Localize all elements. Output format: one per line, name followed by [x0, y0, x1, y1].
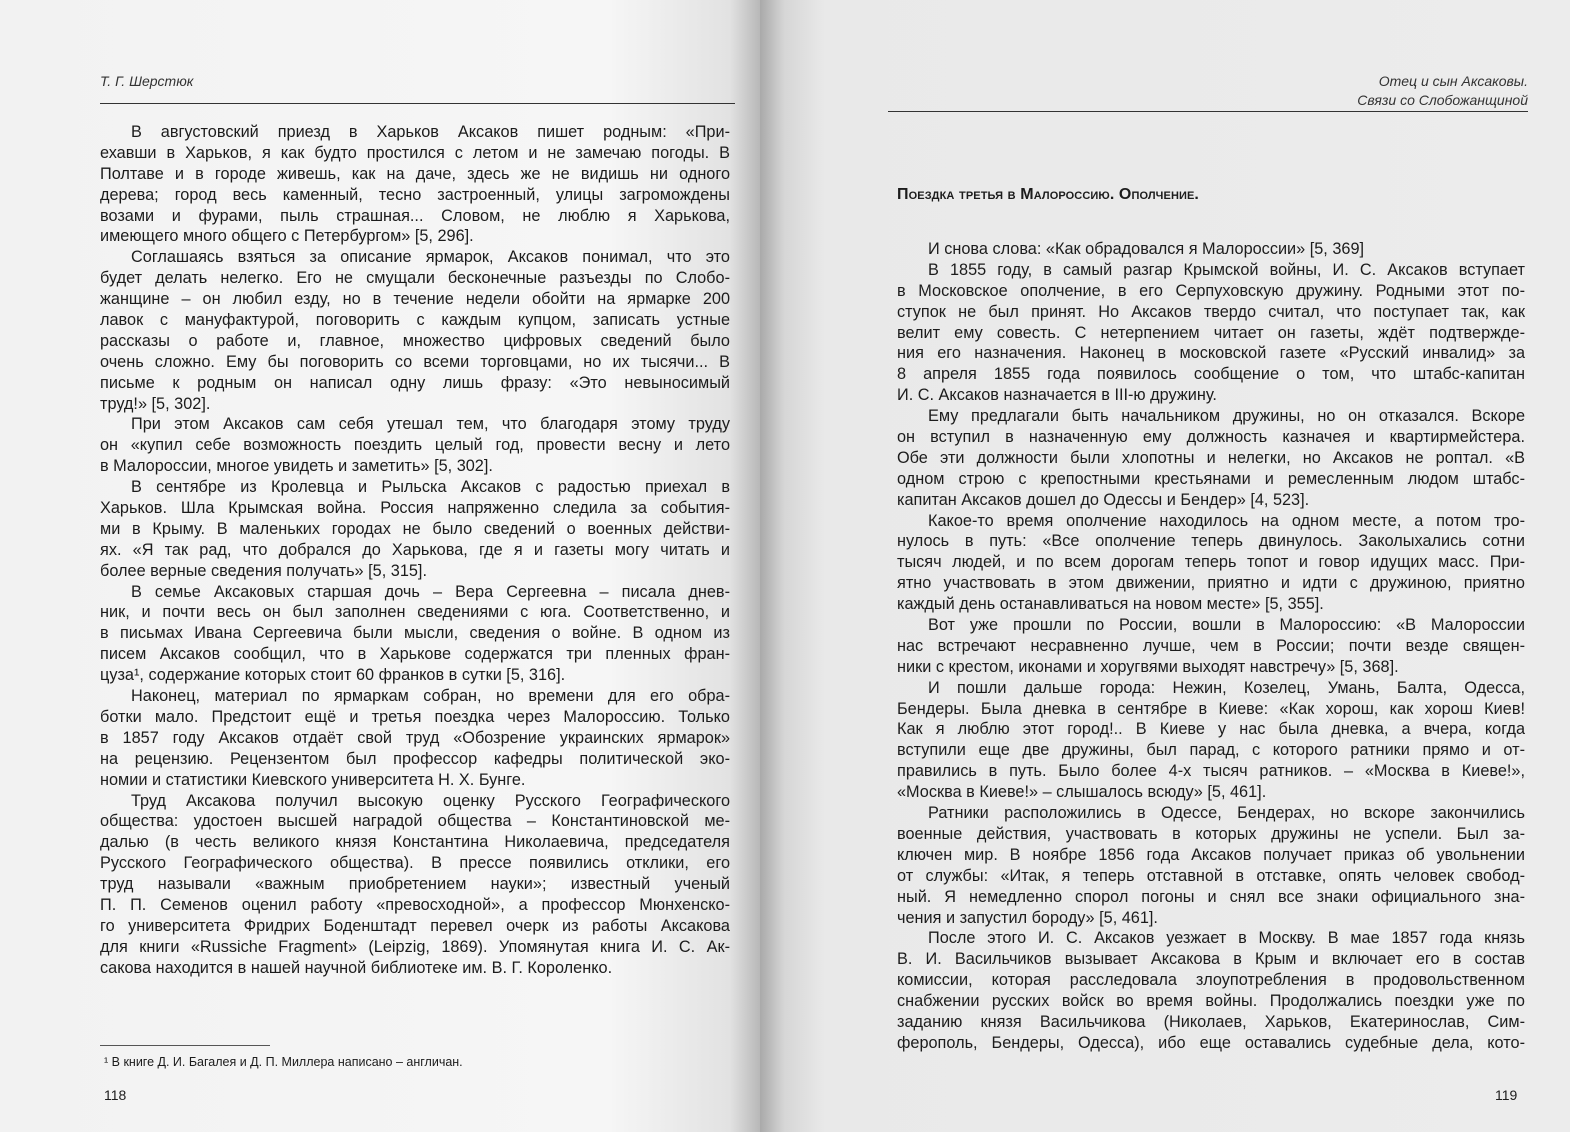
paragraph	[897, 239, 1525, 260]
paragraph	[897, 406, 1525, 510]
paragraph	[100, 791, 730, 979]
text-line: нулось в путь: «Все ополчение теперь двинулось. Заколыхались сотни	[897, 532, 1525, 551]
paragraph	[100, 247, 730, 414]
text-line: снабжении русских войск во время войны. Продолжались поездки уже по	[897, 992, 1525, 1011]
text-line: ключен мир. В ноябре 1856 года Аксаков получает приказ об увольнении	[897, 845, 1525, 864]
paragraph	[897, 678, 1525, 803]
paragraph	[897, 511, 1525, 615]
text-line: го университета Фридрих Боденштадт перевел очерк из работы Аксакова	[100, 916, 730, 935]
text-line: имеющего много общего с Петербургом» [5, 296].	[100, 227, 474, 246]
text-line: Бендеры. Была дневка в сентябре в Киеве: «Как хорош, как хорош Киев!	[897, 699, 1525, 718]
text-line: будет делать нелегко. Его не смущали бесконечные разъезды по Слобо-	[100, 269, 730, 288]
footnote-rule	[100, 1045, 270, 1046]
paragraph	[100, 122, 730, 247]
text-line: каждый день останавливаться на новом месте» [5, 355].	[897, 595, 1324, 614]
text-line: И снова слова: «Как обрадовался я Малороссии» [5, 369]	[928, 240, 1365, 258]
text-line: вступили еще две дружины, был парад, с которого ратники прямо и от-	[897, 741, 1525, 760]
text-line: нас встречают несравненно лучше, чем в России; почти везде священ-	[897, 636, 1525, 655]
text-line: П. П. Семенов оценил работу «превосходной», а профессор Мюнхенско-	[100, 895, 730, 914]
text-line: он «купил себе возможность поездить целый год, провести весну и лето	[100, 436, 730, 455]
section-heading: Поездка третья в Малороссию. Ополчение.	[897, 186, 1199, 203]
page-number: 118	[104, 1087, 127, 1103]
text-line: в письмах Ивана Сергеевича были мысли, сведения о войне. В одном из	[100, 624, 730, 643]
text-line: В сентябре из Кролевца и Рыльска Аксаков с радостью приехал в	[131, 478, 730, 497]
paragraph	[897, 615, 1525, 678]
text-line: ный. Я немедленно спорол погоны и снял все знаки официального зна-	[897, 887, 1525, 906]
text-line: в 1857 году Аксаков отдаёт свой труд «Обозрение украинских ярмарок»	[100, 728, 730, 747]
running-head-line-2: Связи со Слобожанщиной	[1357, 92, 1528, 108]
text-line: капитан Аксаков дошел до Одессы и Бендер» [4, 523].	[897, 490, 1310, 509]
text-line: Наконец, материал по ярмаркам собран, но времени для его обра-	[131, 687, 730, 706]
text-line: После этого И. С. Аксаков уезжает в Москву. В мае 1857 года князь	[928, 929, 1525, 948]
text-line: заданию князя Васильчикова (Николаев, Харьков, Екатеринослав, Сим-	[897, 1012, 1525, 1031]
text-line: от службы: «Итак, я теперь отставной в отставке, опять человек свобод-	[897, 866, 1525, 885]
text-line: более верные сведения получать» [5, 315].	[100, 561, 427, 580]
text-line: И пошли дальше города: Нежин, Козелец, Умань, Балта, Одесса,	[928, 678, 1525, 697]
header-rule	[100, 103, 735, 104]
text-line: ния его назначения. Наконец в московской газете «Русский инвалид» за	[897, 344, 1525, 363]
text-line: правились в путь. Было более 4-х тысяч ратников. – «Москва в Киеве!»,	[897, 762, 1525, 781]
left-page	[0, 0, 760, 1132]
text-line: ники с крестом, иконами и хоругвями выходят навстречу» [5, 368].	[897, 657, 1399, 676]
text-line: При этом Аксаков сам себя утешал тем, что благодаря этому труду	[131, 415, 730, 434]
text-line: жанщине – он любил езду, но в течение недели обойти на ярмарке 200	[100, 290, 730, 309]
text-line: Русского Географического общества). В прессе появились отклики, его	[100, 854, 730, 873]
text-line: труд называли «важным приобретением науки»; известный ученый	[100, 875, 730, 894]
text-line: одном строю с крепостными крестьянами и ремесленным людом штабс-	[897, 469, 1525, 488]
text-line: Соглашаясь взяться за описание ярмарок, Аксаков понимал, что это	[131, 248, 730, 267]
text-line: на рецензию. Рецензентом был профессор кафедры политической эко-	[100, 749, 730, 768]
text-line: для книги «Russiche Fragment» (Leipzig, 1869). Упомянутая книга И. С. Ак-	[100, 937, 730, 956]
right-page	[760, 0, 1570, 1132]
paragraph	[897, 260, 1525, 406]
text-line: труд!» [5, 302].	[100, 394, 211, 413]
paragraph	[897, 803, 1525, 928]
text-line: ми в Крыму. В маленьких городах не было сведений о военных действи-	[100, 519, 730, 538]
paragraph	[897, 928, 1525, 1053]
page-number: 119	[1495, 1087, 1518, 1103]
running-head-author: Т. Г. Шерстюк	[100, 73, 194, 89]
text-line: номии и статистики Киевского университета Н. Х. Бунге.	[100, 770, 526, 789]
text-line: велит ему совесть. С нетерпением читает он газеты, ждёт подтвержде-	[897, 323, 1525, 342]
text-line: И. С. Аксаков назначается в III-ю дружину.	[897, 386, 1217, 405]
text-line: ехавши в Харьков, я как будто простился с летом и не замечаю погоды. В	[100, 143, 730, 162]
paragraph	[100, 686, 730, 790]
text-line: сакова находится в нашей научной библиотеке им. В. Г. Короленко.	[100, 958, 613, 977]
text-line: тысяч людей, и по всем дорогам теперь топот и говор идущих масс. При-	[897, 553, 1525, 572]
footnote: ¹ В книге Д. И. Багалея и Д. П. Миллера написано – англичан.	[104, 1055, 463, 1069]
text-line: Обе эти должности были хлопотны и нелегки, но Аксаков не роптал. «В	[897, 448, 1525, 467]
running-head-line-1: Отец и сын Аксаковы.	[1378, 73, 1528, 89]
text-line: Полтаве и в городе живешь, как на даче, здесь же не видишь ни одного	[100, 164, 730, 183]
text-line: Как я люблю этот город!.. В Киеве у нас была дневка, а вчера, когда	[897, 720, 1525, 739]
text-line: В августовский приезд в Харьков Аксаков пишет родным: «При-	[131, 123, 730, 141]
text-line: ферополь, Бендеры, Одесса), ибо еще оставались судебные дела, кото-	[897, 1033, 1525, 1052]
text-line: Ему предлагали быть начальником дружины, но он отказался. Вскоре	[928, 407, 1525, 426]
text-line: возами и фурами, пыль страшная... Словом, не люблю я Харькова,	[100, 206, 730, 225]
text-line: далью (в честь великого князя Константина Николаевича, председателя	[100, 833, 730, 852]
text-line: письме к родным он написал одну лишь фразу: «Это невыносимый	[100, 373, 730, 392]
text-line: В семье Аксаковых старшая дочь – Вера Сергеевна – писала днев-	[131, 582, 730, 601]
text-line: в Малороссии, многое увидеть и заметить» [5, 302].	[100, 457, 493, 476]
text-line: 8 апреля 1855 года появилось сообщение о том, что штабс-капитан	[897, 365, 1525, 384]
text-line: Какое-то время ополчение находилось на одном месте, а потом тро-	[928, 511, 1525, 530]
text-line: рассказы о работе и, главное, множество цифровых сведений было	[100, 331, 730, 350]
text-line: ятно участвовать в этом движении, приятно и идти с дружиною, приятно	[897, 574, 1525, 593]
text-line: ник, и почти весь он был заполнен сведениями с юга. Соответственно, и	[100, 603, 730, 622]
text-line: В 1855 году, в самый разгар Крымской войны, И. С. Аксаков вступает	[928, 260, 1525, 279]
text-line: Вот уже прошли по России, вошли в Малороссию: «В Малороссии	[928, 616, 1525, 635]
text-line: «Москва в Киеве!» – слышалось всюду» [5, 461].	[897, 783, 1267, 802]
header-rule	[888, 111, 1528, 112]
text-line: общества: удостоен высшей наградой общества – Константиновской ме-	[100, 812, 730, 831]
right-body-text	[897, 239, 1525, 1054]
text-line: цуза¹, содержание которых стоит 60 франков в сутки [5, 316].	[100, 666, 566, 685]
text-line: комиссии, которая расследовала злоупотребления в продовольственном	[897, 971, 1525, 990]
paragraph	[100, 582, 730, 686]
paragraph	[100, 477, 730, 581]
running-head-title	[1357, 72, 1528, 110]
text-line: чения и запустил бороду» [5, 461].	[897, 908, 1158, 927]
text-line: писем Аксаков сообщил, что в Харькове содержатся три пленных фран-	[100, 645, 730, 664]
text-line: Харьков. Шла Крымская война. Россия напряженно следила за события-	[100, 499, 730, 518]
paragraph	[100, 414, 730, 477]
text-line: в Московское ополчение, в его Серпуховскую дружину. Родными этот по-	[897, 281, 1525, 300]
text-line: ботки мало. Предстоит ещё и третья поездка через Малороссию. Только	[100, 707, 730, 726]
text-line: ях. «Я так рад, что добрался до Харькова, где я и газеты могу читать и	[100, 540, 730, 559]
text-line: очень сложно. Ему бы поговорить со всеми торговцами, но их тысячи... В	[100, 352, 730, 371]
text-line: Труд Аксакова получил высокую оценку Русского Географического	[131, 791, 730, 810]
text-line: Ратники расположились в Одессе, Бендерах, но вскоре закончились	[928, 804, 1525, 823]
text-line: дерева; город весь каменный, тесно застроенный, улицы загромождены	[100, 185, 730, 204]
text-line: лавок с мануфактурой, поговорить с каждым купцом, записать устные	[100, 311, 730, 330]
left-body-text	[100, 122, 730, 979]
text-line: ступок не был принят. Но Аксаков твердо считал, что поступает так, как	[897, 302, 1525, 321]
text-line: военные действия, участвовать в которых дружины не успели. Был за-	[897, 824, 1525, 843]
text-line: В. И. Васильчиков вызывает Аксакова в Крым и включает его в состав	[897, 950, 1525, 969]
text-line: он вступил в назначенную ему должность казначея и квартирмейстера.	[897, 428, 1525, 447]
